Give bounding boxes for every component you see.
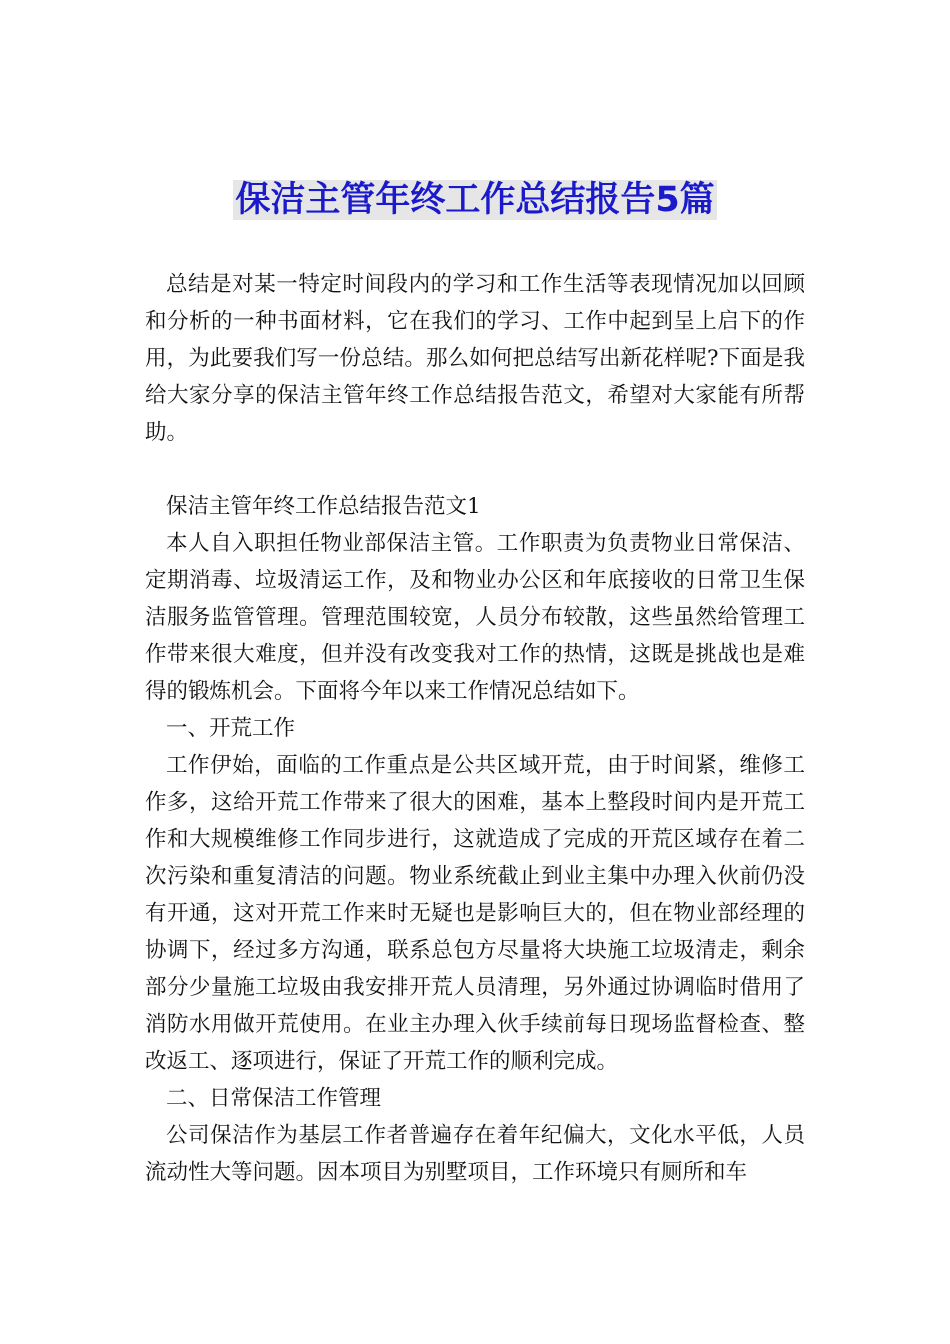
paragraph-3: 公司保洁作为基层工作者普遍存在着年纪偏大，文化水平低，人员流动性大等问题。因本项目为别墅项目，工作环境只有厕所和车: [145, 1123, 805, 1185]
heading-1: 一、开荒工作: [166, 716, 296, 741]
intro-block: [145, 266, 805, 451]
paragraph-1: 本人自入职担任物业部保洁主管。工作职责为负责物业日常保洁、定期消毒、垃圾清运工作，及和物业办公区和年底接收的日常卫生保洁服务监管管理。管理范围较宽，人员分布较散，这些虽然给管理工作带来很大难度，但并没有改变我对工作的热情，这既是挑战也是难得的锻炼机会。下面将今年以来工作情况总结如下。: [145, 531, 805, 704]
document-title: [0, 172, 950, 228]
intro-paragraph: 总结是对某一特定时间段内的学习和工作生活等表现情况加以回顾和分析的一种书面材料，它在我们的学习、工作中起到呈上启下的作用，为此要我们写一份总结。那么如何把总结写出新花样呢?下面是我给大家分享的保洁主管年终工作总结报告范文，希望对大家能有所帮助。: [145, 272, 805, 445]
paragraph-2: 工作伊始，面临的工作重点是公共区域开荒，由于时间紧，维修工作多，这给开荒工作带来了很大的困难，基本上整段时间内是开荒工作和大规模维修工作同步进行，这就造成了完成的开荒区域存在着二次污染和重复清洁的问题。物业系统截止到业主集中办理入伙前仍没有开通，这对开荒工作来时无疑也是影响巨大的，但在物业部经理的协调下，经过多方沟通，联系总包方尽量将大块施工垃圾清走，剩余部分少量施工垃圾由我安排开荒人员清理，另外通过协调临时借用了消防水用做开荒使用。在业主办理入伙手续前每日现场监督检查、整改返工、逐项进行，保证了开荒工作的顺利完成。: [145, 753, 805, 1074]
heading-2: 二、日常保洁工作管理: [166, 1086, 382, 1111]
document-title-text: 保洁主管年终工作总结报告5篇: [235, 180, 715, 220]
section-title: 保洁主管年终工作总结报告范文1: [166, 494, 481, 519]
content-block: [145, 488, 805, 1191]
